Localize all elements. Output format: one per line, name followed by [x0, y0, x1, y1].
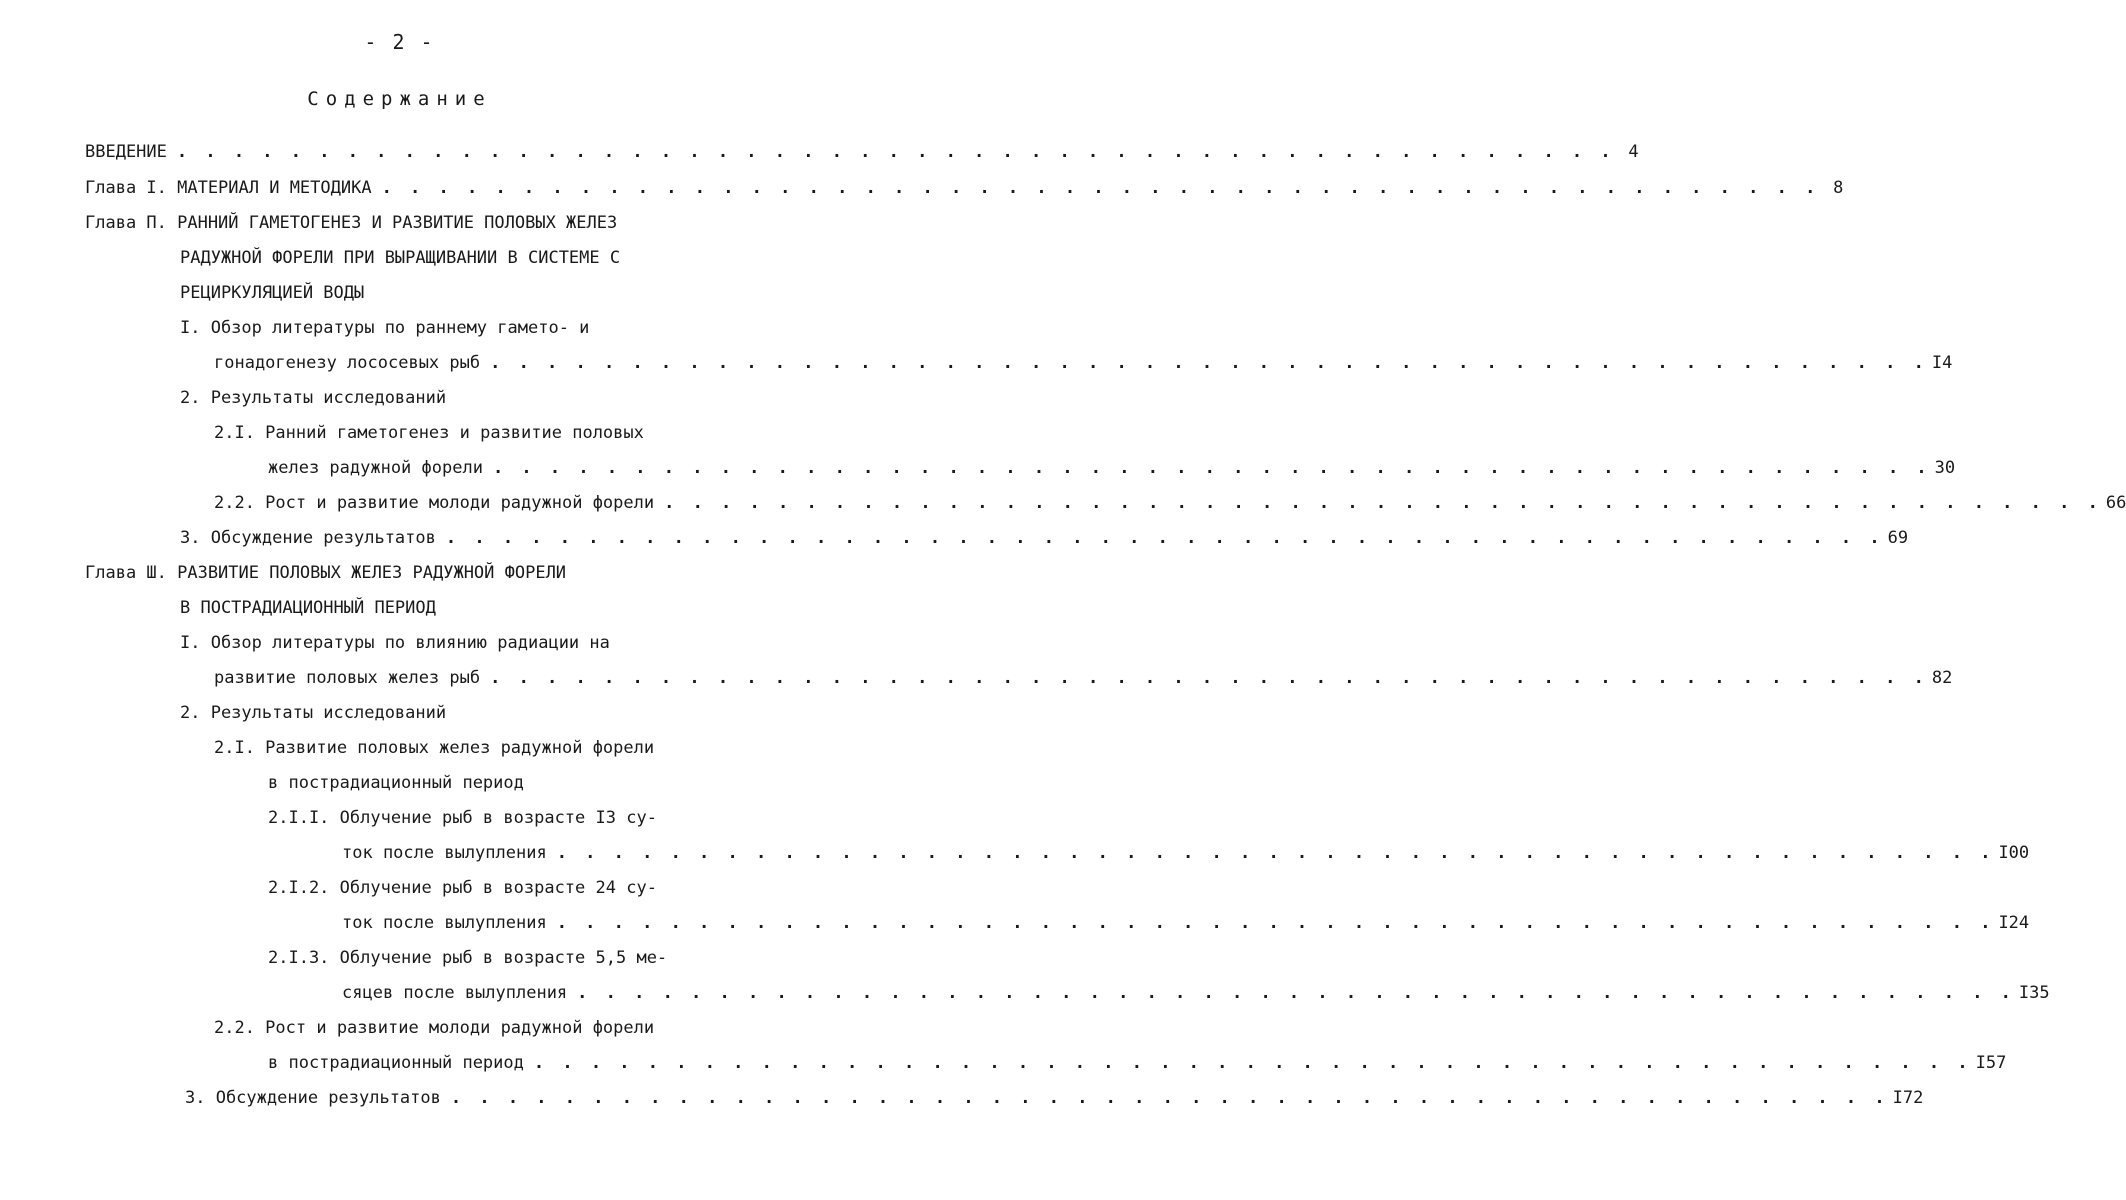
toc-entry — [185, 1083, 1924, 1113]
toc-entry — [214, 348, 1953, 378]
toc-leader: . . . . . . . . . . . . . . . . . . . . . . . . . . . . . . . . . . . . . . . . . . . . . . . . . . . — [381, 178, 1820, 198]
toc-entry-text: развитие половых желез рыб — [214, 668, 481, 688]
toc-page-number: 4 — [1628, 142, 1639, 162]
toc-entry — [180, 523, 1909, 553]
toc-entry — [214, 488, 2126, 518]
toc-entry-text: ток после вылупления — [342, 913, 547, 933]
toc-entry-text: гонадогенезу лососевых рыб — [214, 353, 481, 373]
toc-entry-text: 2. Результаты исследований — [180, 388, 447, 408]
toc-entry — [268, 453, 1956, 483]
toc-entry — [85, 137, 1639, 167]
toc-entry-text: Глава I. МАТЕРИАЛ И МЕТОДИКА — [85, 178, 372, 198]
toc-entry-text: 3. Обсуждение результатов — [180, 528, 436, 548]
toc-leader: . . . . . . . . . . . . . . . . . . . . . . . . . . . . . . . . . . . . . . . . . . . . . . . . . . . — [450, 1088, 1889, 1108]
toc-entry-text: желез радужной форели — [268, 458, 483, 478]
toc-page-number: 82 — [1931, 668, 1953, 688]
toc-leader: . . . . . . . . . . . . . . . . . . . . . . . . . . . . . . . . . . . . . . . . . . . . . . . . . . . — [577, 983, 2015, 1003]
toc-leader: . . . . . . . . . . . . . . . . . . . . . . . . . . . . . . . . . . . . . . . . . . . . . . . . . . . — [556, 913, 1995, 933]
page-number: - 2 - — [364, 30, 435, 54]
toc-page-number: 69 — [1887, 528, 1909, 548]
toc-page-number: 8 — [1833, 178, 1844, 198]
toc-entry-text: РАДУЖНОЙ ФОРЕЛИ ПРИ ВЫРАЩИВАНИИ В СИСТЕМЕ С — [180, 248, 621, 268]
toc-entry-text: 2.I. Развитие половых желез радужной форели — [214, 738, 655, 758]
toc-entry-text: 2.I.2. Облучение рыб в возрасте 24 су- — [268, 878, 657, 898]
toc-entry — [268, 1048, 2007, 1078]
toc-leader: . . . . . . . . . . . . . . . . . . . . . . . . . . . . . . . . . . . . . . . . . . . . . . . . . . . — [490, 353, 1928, 373]
toc-entry — [85, 173, 1844, 203]
toc-entry-text: 2.I.I. Облучение рыб в возрасте I3 су- — [268, 808, 657, 828]
toc-entry — [214, 663, 1953, 693]
toc-entry-text: В ПОСТРАДИАЦИОННЫЙ ПЕРИОД — [180, 598, 436, 618]
toc-leader: . . . . . . . . . . . . . . . . . . . . . . . . . . . . . . . . . . . . . . . . . . . . . . . . . . . — [490, 668, 1928, 688]
toc-entry-text: Глава П. РАННИЙ ГАМЕТОГЕНЕЗ И РАЗВИТИЕ ПОЛОВЫХ ЖЕЛЕЗ — [85, 213, 618, 233]
toc-leader: . . . . . . . . . . . . . . . . . . . . . . . . . . . . . . . . . . . . . . . . . . . . . . . . . . . — [492, 458, 1931, 478]
toc-entry-text: 2.2. Рост и развитие молоди радужной форели — [214, 493, 655, 513]
toc-leader: . . . . . . . . . . . . . . . . . . . . . . . . . . . . . . . . . . . . . . . . . . . . . . . . . . . — [533, 1053, 1972, 1073]
toc-page-number: I35 — [2018, 983, 2050, 1003]
toc-page-number: I00 — [1998, 843, 2030, 863]
toc-entry-text: Глава Ш. РАЗВИТИЕ ПОЛОВЫХ ЖЕЛЕЗ РАДУЖНОЙ ФОРЕЛИ — [85, 563, 567, 583]
toc-leader: . . . . . . . . . . . . . . . . . . . . . . . . . . . . . . . . . . . . . . . . . . . . . . . . . . . — [176, 142, 1615, 162]
toc-entry-text: в пострадиационный период — [268, 773, 524, 793]
toc-leader: . . . . . . . . . . . . . . . . . . . . . . . . . . . . . . . . . . . . . . . . . . . . . . . . . . . — [556, 843, 1995, 863]
toc-page-number: I24 — [1998, 913, 2030, 933]
toc-entry-text: I. Обзор литературы по влиянию радиации на — [180, 633, 610, 653]
toc-entry — [342, 978, 2050, 1008]
toc-page-number: I4 — [1931, 353, 1953, 373]
toc-entry-text: 2.I. Ранний гаметогенез и развитие половых — [214, 423, 644, 443]
toc-entry-text: сяцев после вылупления — [342, 983, 568, 1003]
toc-leader: . . . . . . . . . . . . . . . . . . . . . . . . . . . . . . . . . . . . . . . . . . . . . . . . . . . — [445, 528, 1884, 548]
toc-leader: . . . . . . . . . . . . . . . . . . . . . . . . . . . . . . . . . . . . . . . . . . . . . . . . . . . — [664, 493, 2102, 513]
toc-entry-text: 3. Обсуждение результатов — [185, 1088, 441, 1108]
toc-page-number: I57 — [1975, 1053, 2007, 1073]
toc-entry — [342, 838, 2030, 868]
toc-entry — [342, 908, 2030, 938]
toc-entry-text: РЕЦИРКУЛЯЦИЕЙ ВОДЫ — [180, 283, 365, 303]
toc-entry-text: в пострадиационный период — [268, 1053, 524, 1073]
toc-title: Содержание — [307, 88, 492, 110]
toc-entry-text: ВВЕДЕНИЕ — [85, 142, 167, 162]
toc-entry-text: 2.I.3. Облучение рыб в возрасте 5,5 ме- — [268, 948, 668, 968]
toc-page-number: I72 — [1892, 1088, 1924, 1108]
toc-entry-text: 2. Результаты исследований — [180, 703, 447, 723]
toc-page-number: 30 — [1934, 458, 1956, 478]
toc-entry-text: ток после вылупления — [342, 843, 547, 863]
toc-page-number: 66 — [2105, 493, 2126, 513]
toc-entry-text: 2.2. Рост и развитие молоди радужной форели — [214, 1018, 655, 1038]
toc-entry-text: I. Обзор литературы по раннему гамето- и — [180, 318, 590, 338]
